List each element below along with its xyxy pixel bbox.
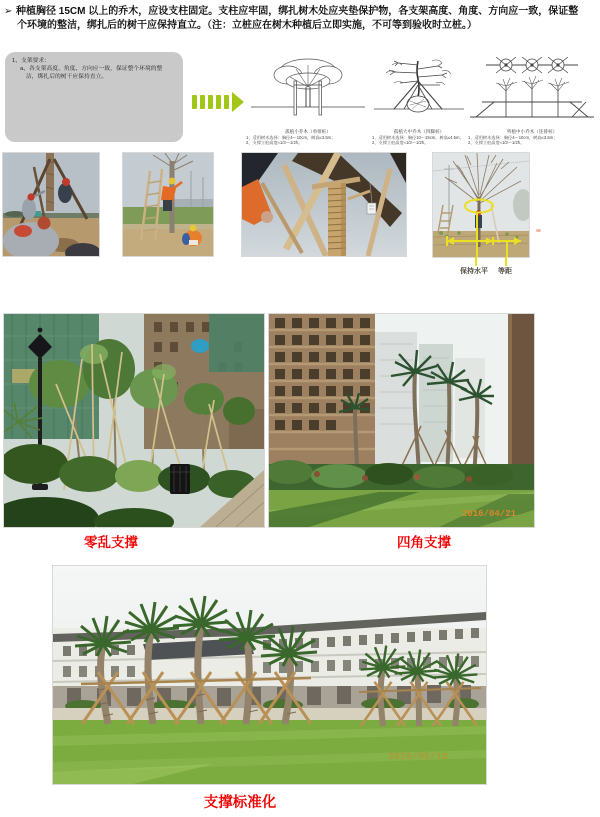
timestamp: 2016/05/18	[388, 752, 449, 763]
photo-ladder-worker-tying	[122, 152, 214, 257]
diagram-four-leg-stake	[372, 57, 466, 145]
photo-messy-supports	[3, 313, 265, 528]
diagram-note-1: 1、适用树木选择：胸径4～10cm，树高≤3.5m；	[468, 134, 558, 140]
photo-workers-erecting-stakes	[2, 152, 100, 257]
label-keep-level: 保持水平	[460, 268, 488, 275]
caption-messy-support: 零乱支撑	[84, 535, 138, 550]
intro-paragraph	[4, 5, 598, 33]
diagram-four-leg-drawing	[372, 57, 466, 123]
leader-line-equal-spacing	[505, 257, 507, 266]
intro-line-2: 个环境的整洁，绑扎后的树干应保持直立。（注：立桩应在树木种植后立即实施，不可等到验收时立桩。）	[17, 20, 477, 31]
support-requirements-box	[5, 52, 183, 142]
stray-mark	[536, 229, 541, 232]
diagram-note-2: 2、支撑立桩高度≈1/3～1/2h。	[468, 139, 525, 145]
diagram-caption: 孤植小乔木（单排桩）	[285, 129, 331, 134]
diagram-caption: 孤植大中乔木（四脚桩）	[393, 129, 445, 134]
leader-line-keep-level	[475, 257, 477, 266]
diagram-note-2: 2、支撑立桩高度≈1/3～1/2h。	[372, 139, 429, 145]
arrow-bullet-icon: ➢	[4, 6, 13, 17]
photo-straw-wrapped-trunk-closeup	[241, 152, 407, 257]
diagram-note-2: 2、支撑立桩高度≈1/3～1/2h。	[246, 139, 303, 145]
intro-text-1: 种植胸径 15CM 以上的乔木，应设支柱固定。支柱应牢固，绑扎树木处应夹垫保护物，各支架高度、角度、方向应一致，保证整	[16, 6, 579, 17]
green-arrow-icon	[192, 92, 244, 117]
diagram-single-stake-drawing	[246, 57, 370, 123]
diagram-single-stake	[246, 57, 370, 145]
intro-line-1	[4, 5, 598, 19]
photo-standardized-supports	[52, 565, 487, 785]
diagram-row-stake-drawing	[468, 57, 596, 123]
timestamp: 2016/04/21	[461, 509, 516, 519]
requirements-title: 1、支架要求：	[12, 58, 51, 64]
caption-standardized-support: 支撑标准化	[203, 795, 277, 811]
requirements-line-a: a、各支架高度、角度、方向应一致，保证整个环境的整	[20, 66, 163, 72]
photo-annotated-support-tree	[432, 152, 530, 258]
diagram-note-1: 1、适用树木选择：胸径10～15cm，树高≤4.5m；	[372, 134, 464, 140]
caption-four-corner-support: 四角支撑	[397, 535, 451, 550]
diagram-note-1: 1、适用树木选择：胸径4～10cm，树高≤3.5m；	[246, 134, 336, 140]
diagram-row-stake	[468, 57, 596, 145]
requirements-line-b: 洁，绑扎后的树干应保持直立。	[26, 74, 108, 80]
diagram-caption: 列植中小乔木（连排桩）	[506, 129, 558, 134]
photo-four-corner-supports	[268, 313, 535, 528]
label-equal-spacing: 等距	[498, 268, 512, 275]
